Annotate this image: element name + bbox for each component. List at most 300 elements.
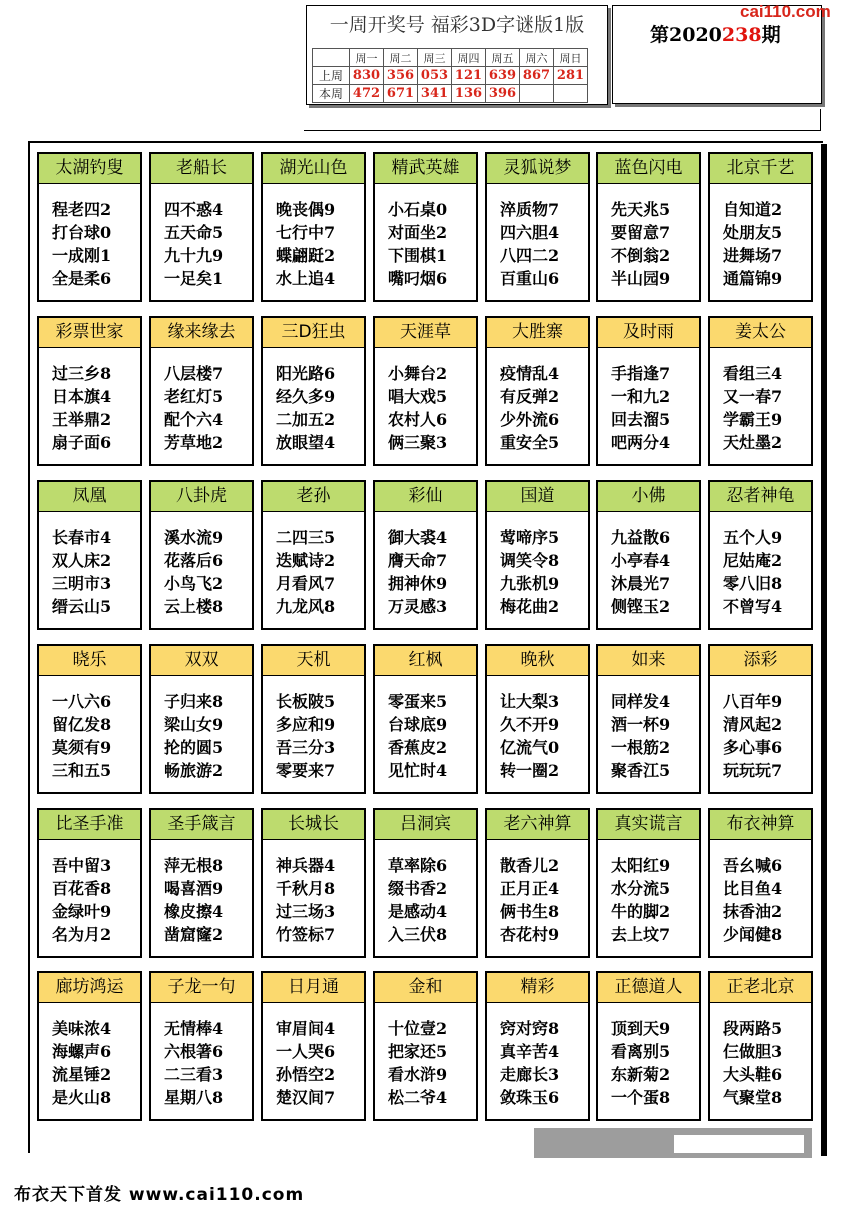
riddle-line: 梅花曲2: [500, 597, 560, 616]
riddle-line: 唱大戏5: [388, 387, 448, 406]
issue-highlight: 238: [721, 24, 762, 46]
riddle-line: 孙悟空2: [276, 1065, 336, 1084]
riddle-line: 溪水流9: [164, 528, 224, 547]
riddle-line: 见忙时4: [388, 761, 448, 780]
header-divider: [304, 109, 821, 131]
riddle-line: 七行中7: [276, 223, 336, 242]
riddle-line: 梁山女9: [164, 715, 224, 734]
riddle-card: [708, 808, 813, 958]
riddle-line: 不倒翁2: [611, 246, 671, 265]
footer-bar: [534, 1128, 812, 1158]
riddle-line: 嘴叼烟6: [388, 269, 448, 288]
footer-blank: [674, 1135, 804, 1153]
riddle-line: 金绿叶9: [52, 902, 112, 921]
draw-number: 472: [350, 85, 384, 103]
riddle-line: 窍对窍8: [500, 1019, 560, 1038]
card-lines: [375, 840, 476, 946]
row-label: 本周: [313, 85, 350, 103]
riddle-line: 长春市4: [52, 528, 112, 547]
riddle-line: 留亿发8: [52, 715, 112, 734]
card-lines: [39, 512, 140, 618]
card-lines: [375, 676, 476, 782]
riddle-line: 抡的圆5: [164, 738, 224, 757]
riddle-line: 是感动4: [388, 902, 448, 921]
riddle-line: 草率除6: [388, 856, 448, 875]
riddle-line: 竹签标7: [276, 925, 336, 944]
riddle-line: 四不惑4: [164, 200, 224, 219]
riddle-line: 正月正4: [500, 879, 560, 898]
riddle-line: 把家还5: [388, 1042, 448, 1061]
riddle-card: [485, 644, 590, 794]
card-lines: [375, 1003, 476, 1109]
frame-shadow: [821, 144, 827, 1156]
card-title: 三D狂虫: [263, 318, 364, 348]
riddle-line: 晚丧偶9: [276, 200, 336, 219]
riddle-line: 抹香油2: [723, 902, 783, 921]
riddle-line: 自知道2: [723, 200, 783, 219]
card-lines: [598, 840, 699, 946]
riddle-line: 清风起2: [723, 715, 783, 734]
riddle-line: 看水浒9: [388, 1065, 448, 1084]
riddle-card: [708, 316, 813, 466]
riddle-line: 九益散6: [611, 528, 671, 547]
card-title: 真实谎言: [598, 810, 699, 840]
riddle-line: 吾三分3: [276, 738, 336, 757]
riddle-line: 全是柔6: [52, 269, 112, 288]
card-lines: [151, 1003, 252, 1109]
riddle-card: [485, 808, 590, 958]
riddle-card: [37, 808, 142, 958]
riddle-card: [37, 152, 142, 302]
riddle-line: 淬质物7: [500, 200, 560, 219]
card-lines: [39, 348, 140, 454]
card-lines: [487, 840, 588, 946]
riddle-line: 畅旅游2: [164, 761, 224, 780]
riddle-line: 八层楼7: [164, 364, 224, 383]
riddle-line: 美味浓4: [52, 1019, 112, 1038]
riddle-line: 聚香江5: [611, 761, 671, 780]
issue-prefix: 第2020: [650, 24, 722, 46]
riddle-line: 缀书香2: [388, 879, 448, 898]
card-lines: [151, 184, 252, 290]
riddle-line: 小亭春4: [611, 551, 671, 570]
riddle-line: 侧铿玉2: [611, 597, 671, 616]
riddle-line: 顶到天9: [611, 1019, 671, 1038]
riddle-line: 三明市3: [52, 574, 112, 593]
riddle-line: 海螺声6: [52, 1042, 112, 1061]
riddle-line: 零要来7: [276, 761, 336, 780]
riddle-line: 走廊长3: [500, 1065, 560, 1084]
riddle-line: 气聚堂8: [723, 1088, 783, 1107]
riddle-line: 九张机9: [500, 574, 560, 593]
riddle-line: 长板陂5: [276, 692, 336, 711]
card-lines: [487, 184, 588, 290]
page-title: 一周开奖号 福彩3D字谜版1版: [329, 14, 585, 36]
day-header: 周三: [418, 49, 452, 67]
corner-cell: [313, 49, 350, 67]
card-title: 正老北京: [710, 973, 811, 1003]
riddle-line: 比目鱼4: [723, 879, 783, 898]
draw-number: 356: [384, 67, 418, 85]
riddle-line: 二四三5: [276, 528, 336, 547]
riddle-card: [149, 971, 254, 1121]
riddle-line: 零八旧8: [723, 574, 783, 593]
riddle-line: 二加五2: [276, 410, 336, 429]
riddle-line: 小鸟飞2: [164, 574, 224, 593]
riddle-line: 敛珠玉6: [500, 1088, 560, 1107]
riddle-line: 子归来8: [164, 692, 224, 711]
draw-number: 671: [384, 85, 418, 103]
riddle-card: [485, 316, 590, 466]
riddle-card: [37, 316, 142, 466]
riddle-line: 名为月2: [52, 925, 112, 944]
draw-number: 867: [520, 67, 554, 85]
weekly-draw-table: [312, 48, 588, 103]
draw-number: [554, 85, 588, 103]
riddle-line: 过三场3: [276, 902, 336, 921]
riddle-card: [149, 644, 254, 794]
riddle-card: [149, 152, 254, 302]
riddle-line: 天灶墨2: [723, 433, 783, 452]
card-title: 精武英雄: [375, 154, 476, 184]
card-title: 蓝色闪电: [598, 154, 699, 184]
draw-number: 281: [554, 67, 588, 85]
riddle-card: [261, 152, 366, 302]
riddle-line: 松二爷4: [388, 1088, 448, 1107]
card-lines: [151, 676, 252, 782]
riddle-line: 手指逢7: [611, 364, 671, 383]
riddle-card: [708, 644, 813, 794]
card-title: 灵狐说梦: [487, 154, 588, 184]
riddle-line: 一个蛋8: [611, 1088, 671, 1107]
riddle-line: 去上坟7: [611, 925, 671, 944]
card-title: 大胜寨: [487, 318, 588, 348]
draw-number: 121: [452, 67, 486, 85]
issue-number: [650, 20, 781, 47]
riddle-line: 多应和9: [276, 715, 336, 734]
card-title: 忍者神龟: [710, 482, 811, 512]
card-title: 长城长: [263, 810, 364, 840]
riddle-line: 一根筋2: [611, 738, 671, 757]
day-header: 周六: [520, 49, 554, 67]
riddle-line: 进舞场7: [723, 246, 783, 265]
riddle-line: 五天命5: [164, 223, 224, 242]
riddle-line: 久不开9: [500, 715, 560, 734]
riddle-line: 一足矣1: [164, 269, 224, 288]
riddle-line: 调笑令8: [500, 551, 560, 570]
card-title: 红枫: [375, 646, 476, 676]
day-header: 周五: [486, 49, 520, 67]
riddle-line: 沐晨光7: [611, 574, 671, 593]
riddle-line: 半山园9: [611, 269, 671, 288]
riddle-line: 六根箸6: [164, 1042, 224, 1061]
card-title: 湖光山色: [263, 154, 364, 184]
riddle-line: 水分流5: [611, 879, 671, 898]
card-title: 廊坊鸿运: [39, 973, 140, 1003]
riddle-line: 大头鞋6: [723, 1065, 783, 1084]
riddle-card: [261, 316, 366, 466]
riddle-line: 看组三4: [723, 364, 783, 383]
riddle-line: 香蕉皮2: [388, 738, 448, 757]
riddle-card: [708, 971, 813, 1121]
riddle-line: 是火山8: [52, 1088, 112, 1107]
card-lines: [39, 1003, 140, 1109]
riddle-line: 百重山6: [500, 269, 560, 288]
riddle-line: 一成刚1: [52, 246, 112, 265]
draw-number: 830: [350, 67, 384, 85]
riddle-line: 神兵器4: [276, 856, 336, 875]
riddle-line: 俩书生8: [500, 902, 560, 921]
riddle-line: 亿流气0: [500, 738, 560, 757]
card-title: 如来: [598, 646, 699, 676]
riddle-line: 入三伏8: [388, 925, 448, 944]
day-header-row: [313, 49, 588, 67]
card-title: 天涯草: [375, 318, 476, 348]
riddle-card: [373, 808, 478, 958]
riddle-card: [485, 480, 590, 630]
riddle-line: 萍无根8: [164, 856, 224, 875]
card-lines: [487, 1003, 588, 1109]
riddle-line: 配个六4: [164, 410, 224, 429]
riddle-line: 一人哭6: [276, 1042, 336, 1061]
riddle-line: 九龙风8: [276, 597, 336, 616]
card-lines: [598, 676, 699, 782]
riddle-line: 又一春7: [723, 387, 783, 406]
card-lines: [598, 1003, 699, 1109]
riddle-line: 回去溜5: [611, 410, 671, 429]
riddle-line: 五个人9: [723, 528, 783, 547]
riddle-line: 零蛋来5: [388, 692, 448, 711]
riddle-line: 莫须有9: [52, 738, 112, 757]
riddle-line: 十位壹2: [388, 1019, 448, 1038]
riddle-line: 玩玩玩7: [723, 761, 783, 780]
card-lines: [710, 840, 811, 946]
site-logo[interactable]: cai110.com: [740, 2, 831, 21]
riddle-line: 二三看3: [164, 1065, 224, 1084]
this-week-row: [313, 85, 588, 103]
card-lines: [710, 676, 811, 782]
card-lines: [710, 512, 811, 618]
card-lines: [263, 184, 364, 290]
riddle-line: 小石桌0: [388, 200, 448, 219]
riddle-line: 学霸王9: [723, 410, 783, 429]
draw-number: 053: [418, 67, 452, 85]
riddle-line: 多心事6: [723, 738, 783, 757]
riddle-card: [37, 480, 142, 630]
card-title: 八卦虎: [151, 482, 252, 512]
card-title: 双双: [151, 646, 252, 676]
card-title: 晚秋: [487, 646, 588, 676]
weekly-draw-panel: [306, 5, 608, 105]
riddle-line: 转一圈2: [500, 761, 560, 780]
riddle-line: 俩三聚3: [388, 433, 448, 452]
card-lines: [151, 348, 252, 454]
riddle-line: 少外流6: [500, 410, 560, 429]
riddle-line: 阳光路6: [276, 364, 336, 383]
riddle-line: 处朋友5: [723, 223, 783, 242]
riddle-line: 真辛苦4: [500, 1042, 560, 1061]
riddle-card: [596, 152, 701, 302]
card-title: 老孙: [263, 482, 364, 512]
riddle-line: 吾幺喊6: [723, 856, 783, 875]
card-lines: [263, 348, 364, 454]
riddle-line: 小舞台2: [388, 364, 448, 383]
card-title: 国道: [487, 482, 588, 512]
card-lines: [487, 676, 588, 782]
riddle-line: 下围棋1: [388, 246, 448, 265]
footer-credit: 布衣天下首发 www.cai110.com: [14, 1185, 305, 1205]
riddle-line: 老红灯5: [164, 387, 224, 406]
riddle-line: 芳草地2: [164, 433, 224, 452]
riddle-card: [261, 971, 366, 1121]
riddle-card: [596, 971, 701, 1121]
riddle-line: 八四二2: [500, 246, 560, 265]
riddle-line: 太阳红9: [611, 856, 671, 875]
riddle-line: 仨做胆3: [723, 1042, 783, 1061]
riddle-line: 花落后6: [164, 551, 224, 570]
card-lines: [263, 676, 364, 782]
card-lines: [39, 184, 140, 290]
riddle-card: [373, 971, 478, 1121]
riddle-line: 万灵感3: [388, 597, 448, 616]
riddle-line: 审眉间4: [276, 1019, 336, 1038]
card-title: 北京千艺: [710, 154, 811, 184]
day-header: 周四: [452, 49, 486, 67]
riddle-line: 三和五5: [52, 761, 112, 780]
riddle-line: 散香儿2: [500, 856, 560, 875]
card-title: 金和: [375, 973, 476, 1003]
card-title: 凤凰: [39, 482, 140, 512]
card-title: 布衣神算: [710, 810, 811, 840]
riddle-card: [373, 152, 478, 302]
riddle-line: 千秋月8: [276, 879, 336, 898]
riddle-card: [261, 644, 366, 794]
riddle-line: 迭赋诗2: [276, 551, 336, 570]
riddle-card: [708, 152, 813, 302]
riddle-line: 御大裘4: [388, 528, 448, 547]
card-title: 添彩: [710, 646, 811, 676]
riddle-line: 看离别5: [611, 1042, 671, 1061]
card-lines: [487, 348, 588, 454]
day-header: 周二: [384, 49, 418, 67]
riddle-line: 杏花村9: [500, 925, 560, 944]
riddle-line: 一八六6: [52, 692, 112, 711]
riddle-line: 让大梨3: [500, 692, 560, 711]
card-title: 姜太公: [710, 318, 811, 348]
riddle-card: [373, 480, 478, 630]
riddle-line: 凿窟窿2: [164, 925, 224, 944]
riddle-line: 莺啼序5: [500, 528, 560, 547]
riddle-card: [373, 644, 478, 794]
draw-number: 136: [452, 85, 486, 103]
card-lines: [263, 1003, 364, 1109]
riddle-line: 月看风7: [276, 574, 336, 593]
card-title: 彩仙: [375, 482, 476, 512]
draw-number: 341: [418, 85, 452, 103]
card-title: 圣手箴言: [151, 810, 252, 840]
last-week-row: [313, 67, 588, 85]
riddle-card: [708, 480, 813, 630]
riddle-line: 不曾写4: [723, 597, 783, 616]
riddle-line: 过三乡8: [52, 364, 112, 383]
card-title: 吕洞宾: [375, 810, 476, 840]
riddle-card: [485, 152, 590, 302]
card-lines: [710, 184, 811, 290]
card-lines: [487, 512, 588, 618]
riddle-line: 通篇锦9: [723, 269, 783, 288]
card-title: 老船长: [151, 154, 252, 184]
riddle-card: [373, 316, 478, 466]
card-title: 小佛: [598, 482, 699, 512]
riddle-line: 八百年9: [723, 692, 783, 711]
riddle-line: 东新菊2: [611, 1065, 671, 1084]
riddle-line: 扇子面6: [52, 433, 112, 452]
riddle-line: 楚汉间7: [276, 1088, 336, 1107]
riddle-line: 要留意7: [611, 223, 671, 242]
riddle-line: 日本旗4: [52, 387, 112, 406]
riddle-line: 台球底9: [388, 715, 448, 734]
card-lines: [151, 840, 252, 946]
card-title: 正德道人: [598, 973, 699, 1003]
riddle-line: 膺天命7: [388, 551, 448, 570]
card-title: 及时雨: [598, 318, 699, 348]
issue-suffix: 期: [761, 24, 781, 46]
riddle-card: [149, 808, 254, 958]
card-title: 精彩: [487, 973, 588, 1003]
riddle-card: [596, 808, 701, 958]
riddle-card: [149, 316, 254, 466]
riddle-line: 打台球0: [52, 223, 112, 242]
riddle-line: 农村人6: [388, 410, 448, 429]
riddle-line: 吾中留3: [52, 856, 112, 875]
riddle-line: 段两路5: [723, 1019, 783, 1038]
riddle-line: 四六胆4: [500, 223, 560, 242]
riddle-line: 云上楼8: [164, 597, 224, 616]
card-lines: [263, 512, 364, 618]
card-lines: [375, 512, 476, 618]
riddle-line: 对面坐2: [388, 223, 448, 242]
card-title: 太湖钓叟: [39, 154, 140, 184]
riddle-line: 牛的脚2: [611, 902, 671, 921]
riddle-line: 喝喜酒9: [164, 879, 224, 898]
riddle-card: [261, 480, 366, 630]
draw-number: [520, 85, 554, 103]
riddle-line: 九十九9: [164, 246, 224, 265]
riddle-line: 王举鼎2: [52, 410, 112, 429]
riddle-line: 有反弹2: [500, 387, 560, 406]
card-lines: [710, 1003, 811, 1109]
riddle-card: [485, 971, 590, 1121]
card-title: 彩票世家: [39, 318, 140, 348]
riddle-card: [261, 808, 366, 958]
riddle-line: 流星锤2: [52, 1065, 112, 1084]
riddle-card: [596, 480, 701, 630]
riddle-line: 先天兆5: [611, 200, 671, 219]
riddle-card: [596, 316, 701, 466]
riddle-card: [37, 971, 142, 1121]
draw-number: 396: [486, 85, 520, 103]
day-header: 周一: [350, 49, 384, 67]
riddle-line: 疫情乱4: [500, 364, 560, 383]
card-lines: [151, 512, 252, 618]
riddle-line: 尼姑庵2: [723, 551, 783, 570]
card-title: 天机: [263, 646, 364, 676]
riddle-line: 酒一杯9: [611, 715, 671, 734]
riddle-card: [37, 644, 142, 794]
card-title: 缘来缘去: [151, 318, 252, 348]
riddle-line: 重安全5: [500, 433, 560, 452]
card-lines: [39, 676, 140, 782]
